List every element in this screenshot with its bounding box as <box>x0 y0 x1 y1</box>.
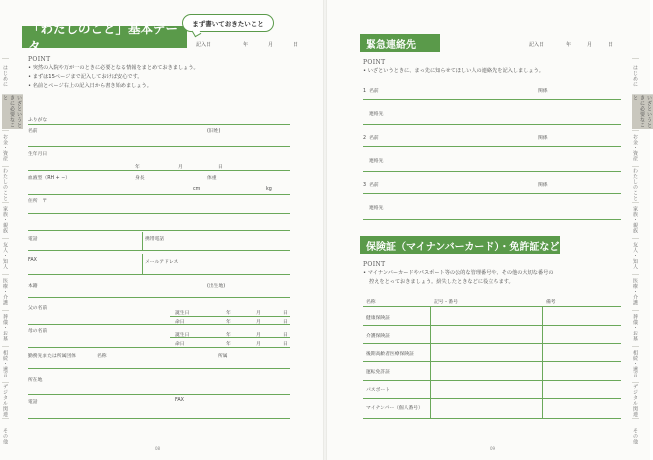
kg-unit: kg <box>266 187 272 192</box>
point-box-insurance <box>363 260 633 287</box>
location-line <box>28 394 290 395</box>
table-row-line <box>363 380 621 381</box>
tab-intro[interactable]: はじめに <box>2 58 9 93</box>
tab-friends[interactable]: 友人・知人 <box>2 238 9 273</box>
contact-2-name <box>363 134 379 141</box>
mother-died-label: 命日 <box>175 342 185 347</box>
tab-medical[interactable]: 医療・介護 <box>632 274 639 309</box>
divider <box>28 124 290 125</box>
contact-name-label: 名前 <box>369 89 379 94</box>
mother-died-day: 日 <box>283 342 288 347</box>
contact-line <box>363 146 621 147</box>
dept-label: 所属 <box>218 354 228 359</box>
table-row-line <box>363 398 621 399</box>
point-heading: POINT <box>363 59 386 66</box>
contact-line <box>363 124 621 125</box>
mother-name-label: 母の名前 <box>28 329 48 334</box>
email-label: メールアドレス <box>145 260 179 265</box>
contact-name-label: 名前 <box>369 136 379 141</box>
tab-other[interactable]: その他 <box>632 418 639 453</box>
father-born-month: 月 <box>256 311 261 316</box>
tab-funeral[interactable]: 葬儀・お墓 <box>632 310 639 345</box>
page-number-right: 09 <box>490 446 496 451</box>
workplace-line <box>28 368 290 369</box>
point-item: • 突然の入院や万が一のときに必要となる情報をまとめておきましょう。 <box>28 64 308 73</box>
tab-emergency[interactable]: いざというときに必要なこと <box>2 95 22 128</box>
mother-died-year: 年 <box>226 342 231 347</box>
table-header-line <box>363 306 621 307</box>
mother-born-label: 誕生日 <box>175 333 190 338</box>
father-born-label: 誕生日 <box>175 311 190 316</box>
table-row-line <box>363 325 621 326</box>
father-died-year: 年 <box>226 320 231 325</box>
furigana-label: ふりがな <box>28 118 48 123</box>
table-row: 運転免許証 <box>366 370 390 375</box>
fax-label: FAX <box>28 258 37 263</box>
point-item-cont: 控えをとっておきましょう。紛失したときなどに役立ちます。 <box>369 279 514 285</box>
contact-number: 3 <box>363 183 367 188</box>
phone-line <box>28 250 290 251</box>
contact-line <box>363 193 621 194</box>
contact-number: 1 <box>363 89 367 94</box>
contact-line <box>363 99 621 100</box>
contact-line <box>363 171 621 172</box>
mother-line <box>28 347 290 348</box>
mother-born-year: 年 <box>226 333 231 338</box>
address-line-2 <box>28 230 290 231</box>
point-item: • まずは15ページまで記入しておけば安心です。 <box>28 73 308 82</box>
mother-died-month: 月 <box>256 342 261 347</box>
point-item: • マイナンバーカードやパスポート等の公的な管理番号や、その他の大切な番号の <box>363 269 633 278</box>
old-name-label: (旧姓) <box>207 129 221 134</box>
height-label: 身長 <box>135 176 145 181</box>
table-col-divider <box>542 306 543 418</box>
tab-digital[interactable]: デジタル関連 <box>632 383 638 417</box>
entry-date-year: 年 <box>243 42 249 48</box>
contact-3-name <box>363 181 379 188</box>
birth-month: 月 <box>178 165 183 170</box>
father-born-day: 日 <box>283 311 288 316</box>
phone2-label: 電話 <box>28 400 38 405</box>
entry-date-day: 日 <box>608 42 614 48</box>
page-title-basic-data: 「わたしのこと」基本データ <box>22 26 187 48</box>
tab-money[interactable]: お金・資産 <box>632 130 639 165</box>
tab-friends[interactable]: 友人・知人 <box>632 238 639 273</box>
mother-born-month: 月 <box>256 333 261 338</box>
tab-digital[interactable]: デジタル関連 <box>2 383 8 417</box>
father-name-label: 父の名前 <box>28 306 48 311</box>
mother-born-day: 日 <box>283 333 288 338</box>
entry-date-label: 記入日 <box>529 42 545 48</box>
mobile-label: 携帯電話 <box>145 237 165 242</box>
contact-line <box>363 219 621 220</box>
father-died-month: 月 <box>256 320 261 325</box>
workplace-label: 勤務先または所属団体 <box>28 354 76 359</box>
father-died-day: 日 <box>283 320 288 325</box>
tab-inheritance[interactable]: 相続・遺言 <box>632 346 639 381</box>
point-heading: POINT <box>28 56 51 63</box>
table-col-divider <box>430 306 431 418</box>
divider <box>170 316 290 317</box>
workplace-name-label: 名称 <box>97 354 107 359</box>
fax2-label: FAX <box>175 398 184 403</box>
tab-inheritance[interactable]: 相続・遺言 <box>2 346 9 381</box>
col-header-number: 記号・番号 <box>434 300 458 305</box>
blood-type-label: 血液型（RH + −） <box>28 176 71 181</box>
chapter-tabs-left <box>2 58 22 454</box>
weight-label: 体重 <box>207 176 217 181</box>
birth-day: 日 <box>218 165 223 170</box>
divider <box>170 337 290 338</box>
honseki-label: 本籍 <box>28 284 38 289</box>
birth-line <box>28 170 290 171</box>
point-box-right <box>363 58 623 76</box>
contact-1-relation: 関係 <box>538 89 548 94</box>
cm-unit: cm <box>193 187 201 192</box>
body-line <box>28 194 290 195</box>
contact-number: 2 <box>363 136 367 141</box>
father-born-year: 年 <box>226 311 231 316</box>
birth-year: 年 <box>135 165 140 170</box>
table-row-line <box>363 418 621 419</box>
col-header-name: 名称 <box>366 300 376 305</box>
tab-about-me[interactable]: わたしのこと <box>2 167 8 201</box>
tab-emergency[interactable]: いざというときに必要なこと <box>632 95 652 128</box>
col-header-note: 備考 <box>546 300 556 305</box>
contact-3-info: 連絡先 <box>369 206 384 211</box>
tab-about-me[interactable]: わたしのこと <box>632 167 638 201</box>
contact-3-relation: 関係 <box>538 183 548 188</box>
contact-1-info: 連絡先 <box>369 112 384 117</box>
page-number-left: 08 <box>155 446 161 451</box>
table-row-line <box>363 343 621 344</box>
contact-2-info: 連絡先 <box>369 159 384 164</box>
entry-date-month: 月 <box>587 42 593 48</box>
point-item: • いざというときに、まっ先に知らせてほしい人の連絡先を記入しましょう。 <box>363 67 623 76</box>
entry-date-label: 記入日 <box>196 42 212 48</box>
entry-date-year: 年 <box>566 42 572 48</box>
contact-1-name <box>363 87 379 94</box>
name-line <box>28 146 290 147</box>
entry-date-month: 月 <box>268 42 274 48</box>
tab-other[interactable]: その他 <box>2 418 9 453</box>
left-page <box>0 0 325 460</box>
table-row: 介護保険証 <box>366 334 390 339</box>
speech-bubble: まず書いておきたいこと <box>182 14 274 32</box>
phone-label: 電話 <box>28 237 38 242</box>
table-row-line <box>363 361 621 362</box>
chapter-tabs-right <box>632 58 652 454</box>
entry-date-right <box>529 41 613 48</box>
contact-name-label: 名前 <box>369 183 379 188</box>
address-label: 住所 〒 <box>28 199 48 204</box>
father-line <box>28 324 290 325</box>
divider <box>142 232 143 250</box>
contact-2-relation: 関係 <box>538 136 548 141</box>
tab-family[interactable]: 家族・親族 <box>632 202 639 237</box>
tab-family[interactable]: 家族・親族 <box>2 202 9 237</box>
table-row: マイナンバー（個人番号） <box>366 406 423 411</box>
section-title-insurance: 保険証（マイナンバーカード）・免許証など <box>360 236 560 254</box>
father-died-label: 命日 <box>175 320 185 325</box>
page-title-emergency: 緊急連絡先 <box>360 34 440 52</box>
honseki-line <box>28 297 290 298</box>
point-item: • 名前とページ右上の記入日から書き始めましょう。 <box>28 82 308 91</box>
tab-intro[interactable]: はじめに <box>632 58 639 93</box>
divider <box>142 254 143 274</box>
point-heading: POINT <box>363 261 386 268</box>
name-label: 名前 <box>28 129 38 134</box>
birthplace-label: (出生地) <box>207 284 226 289</box>
table-row: パスポート <box>366 388 390 393</box>
contact-line <box>28 418 290 419</box>
tab-medical[interactable]: 医療・介護 <box>2 274 9 309</box>
entry-date-day: 日 <box>293 42 299 48</box>
table-row: 健康保険証 <box>366 316 390 321</box>
fax-line <box>28 274 290 275</box>
address-line-1 <box>28 213 290 214</box>
table-row: 後期高齢者医療保険証 <box>366 352 414 357</box>
entry-date-left <box>196 41 298 48</box>
tab-funeral[interactable]: 葬儀・お墓 <box>2 310 9 345</box>
location-label: 所在地 <box>28 378 43 383</box>
point-box-left <box>28 55 308 91</box>
birthdate-label: 生年月日 <box>28 152 48 157</box>
tab-money[interactable]: お金・資産 <box>2 130 9 165</box>
